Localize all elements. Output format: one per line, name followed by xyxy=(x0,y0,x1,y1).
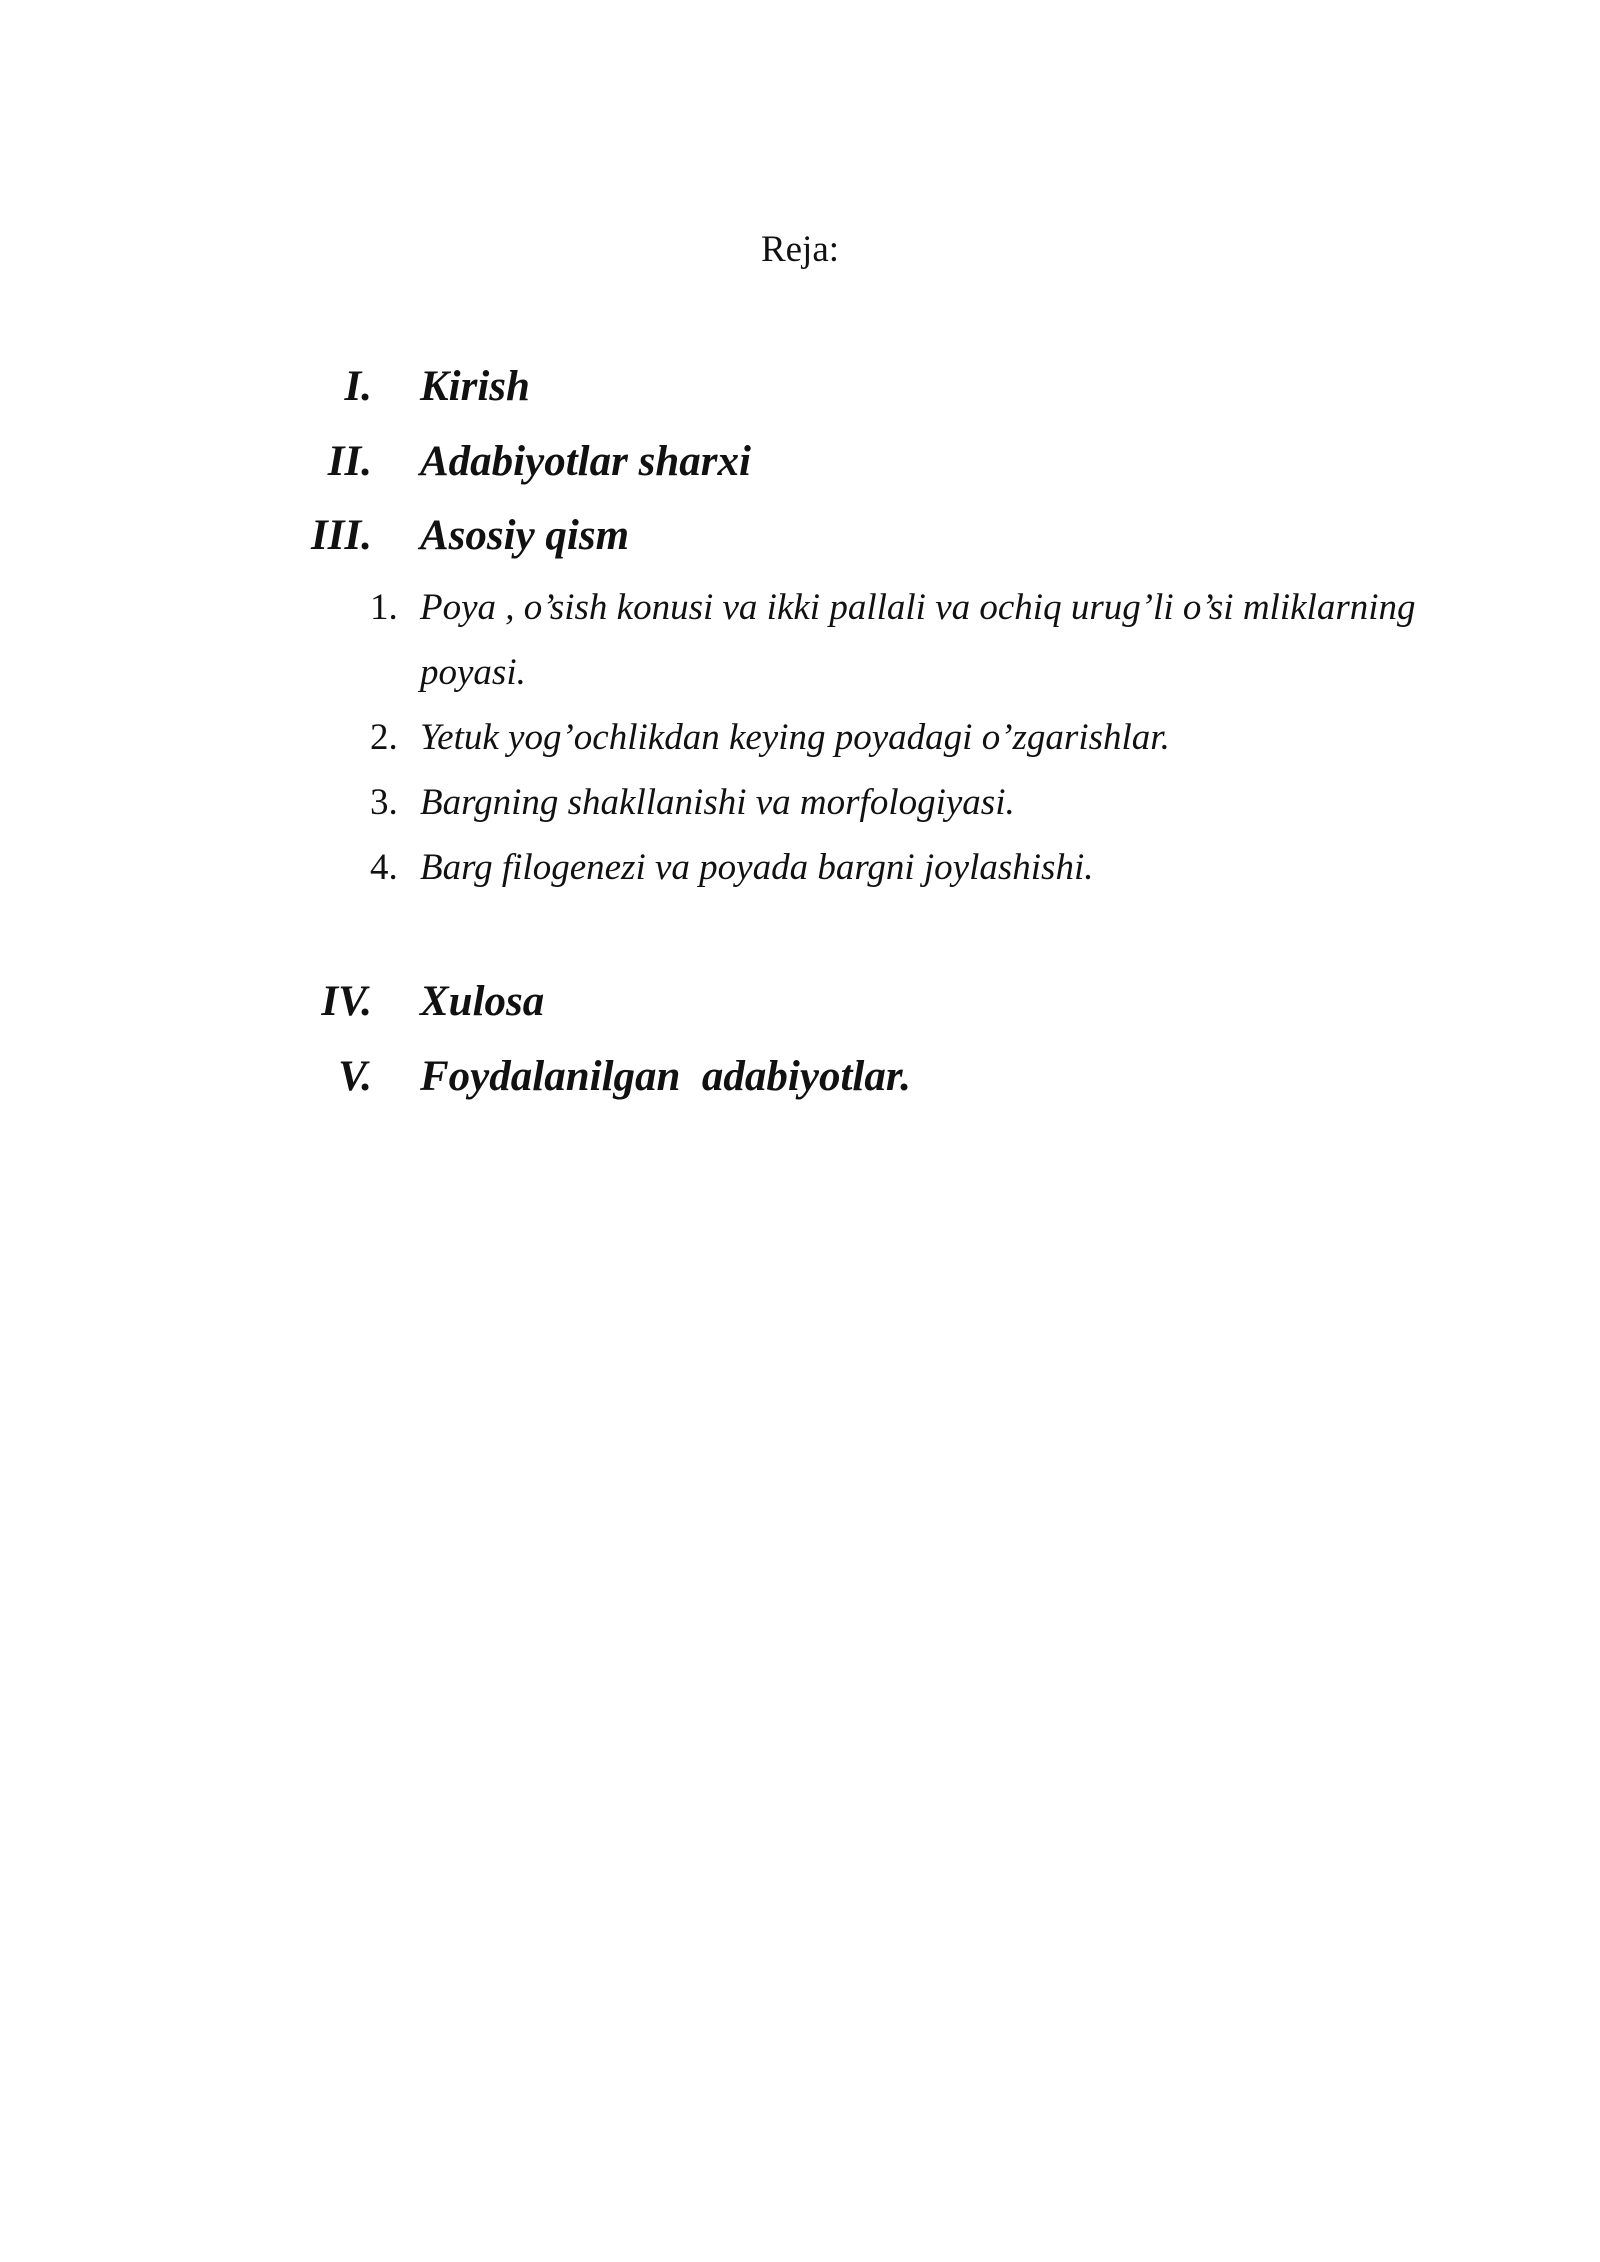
subsection-label: Barg filogenezi va poyada bargni joylashishi. xyxy=(420,847,1094,888)
section-label: Kirish xyxy=(420,363,530,410)
section-numeral: II. xyxy=(327,438,372,485)
section-label: Xulosa xyxy=(420,978,545,1025)
section-label: Foydalanilgan adabiyotlar. xyxy=(420,1053,911,1100)
page-title: Reja: xyxy=(760,229,840,270)
subsection-number: 1. xyxy=(370,587,398,628)
section-numeral: V. xyxy=(338,1053,372,1100)
section-label: Adabiyotlar sharxi xyxy=(420,438,751,485)
section-numeral: I. xyxy=(344,363,372,410)
subsection-number: 3. xyxy=(370,782,398,823)
subsection-label: Yetuk yog’ochlikdan keying poyadagi o’zgarishlar. xyxy=(420,717,1170,758)
subsection-number: 4. xyxy=(370,847,398,888)
subsection-number: 2. xyxy=(370,717,398,758)
section-numeral: III. xyxy=(311,512,372,559)
subsection-label: Poya , o’sish konusi va ikki pallali va ochiq urug’li o’si mliklarning poyasi. xyxy=(420,587,1416,693)
subsection-label: Bargning shakllanishi va morfologiyasi. xyxy=(420,782,1015,823)
section-label: Asosiy qism xyxy=(420,512,630,559)
section-numeral: IV. xyxy=(321,978,372,1025)
